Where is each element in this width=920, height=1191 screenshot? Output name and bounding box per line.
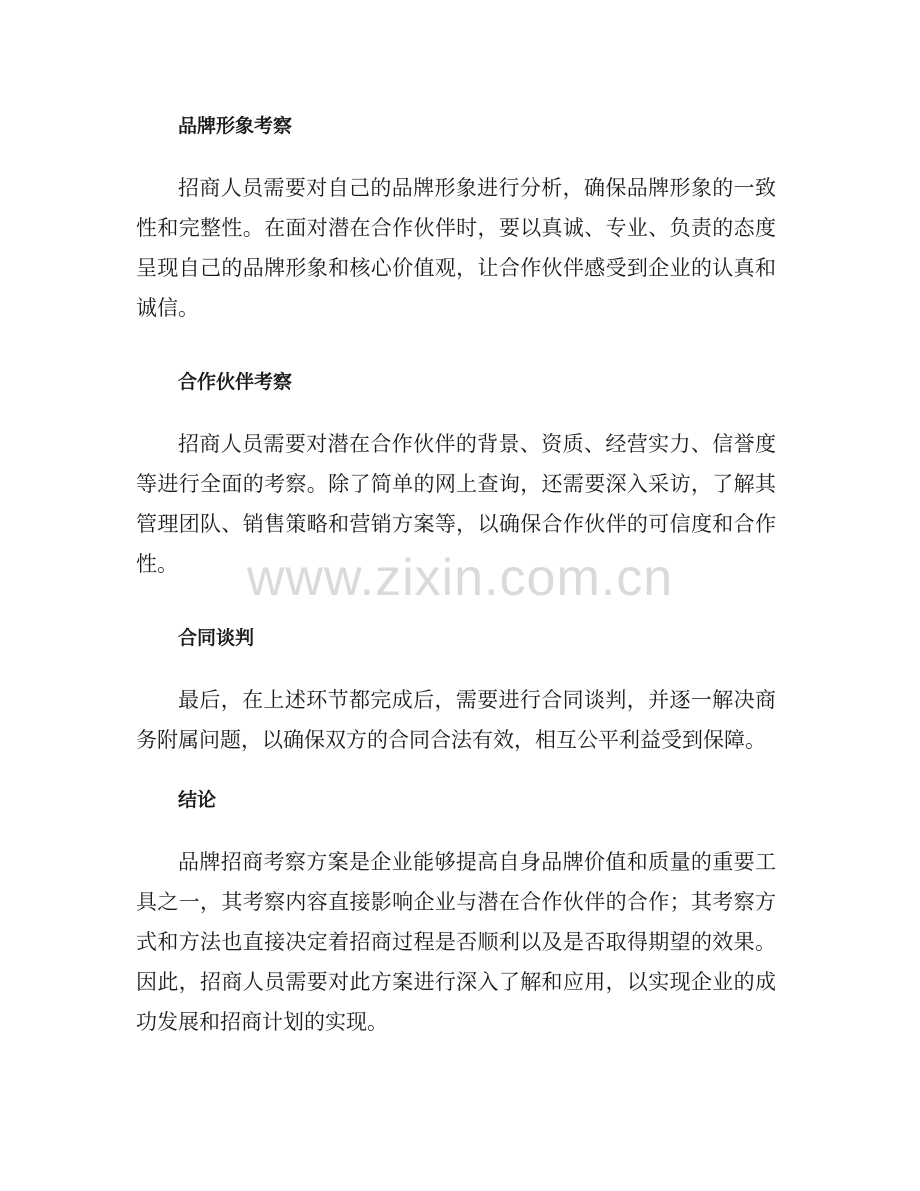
section-conclusion — [136, 788, 776, 1042]
section-heading: 合作伙伴考察 — [178, 371, 293, 393]
section-partner-review — [136, 370, 776, 584]
section-contract-negotiation — [136, 626, 776, 760]
section-heading: 结论 — [178, 789, 217, 811]
watermark: www.zixin.com.cn — [246, 549, 674, 607]
section-paragraph: 品牌招商考察方案是企业能够提高自身品牌价值和质量的重要工具之一，其考察内容直接影响企业与潜在合作伙伴的合作；其考察方式和方法也直接决定着招商过程是否顺利以及是否取得期望的效果。因此，招商人员需要对此方案进行深入了解和应用，以实现企业的成功发展和招商计划的实现。 — [136, 850, 776, 1034]
section-heading: 品牌形象考察 — [178, 115, 293, 137]
section-paragraph: 招商人员需要对潜在合作伙伴的背景、资质、经营实力、信誉度等进行全面的考察。除了简单的网上查询，还需要深入采访，了解其管理团队、销售策略和营销方案等，以确保合作伙伴的可信度和合作性。 — [136, 432, 776, 576]
section-paragraph: 招商人员需要对自己的品牌形象进行分析，确保品牌形象的一致性和完整性。在面对潜在合作伙伴时，要以真诚、专业、负责的态度呈现自己的品牌形象和核心价值观，让合作伙伴感受到企业的认真和诚信。 — [136, 176, 776, 320]
section-paragraph: 最后，在上述环节都完成后，需要进行合同谈判，并逐一解决商务附属问题，以确保双方的合同合法有效，相互公平利益受到保障。 — [136, 688, 776, 752]
section-heading: 合同谈判 — [178, 627, 255, 649]
section-brand-image — [136, 114, 776, 328]
